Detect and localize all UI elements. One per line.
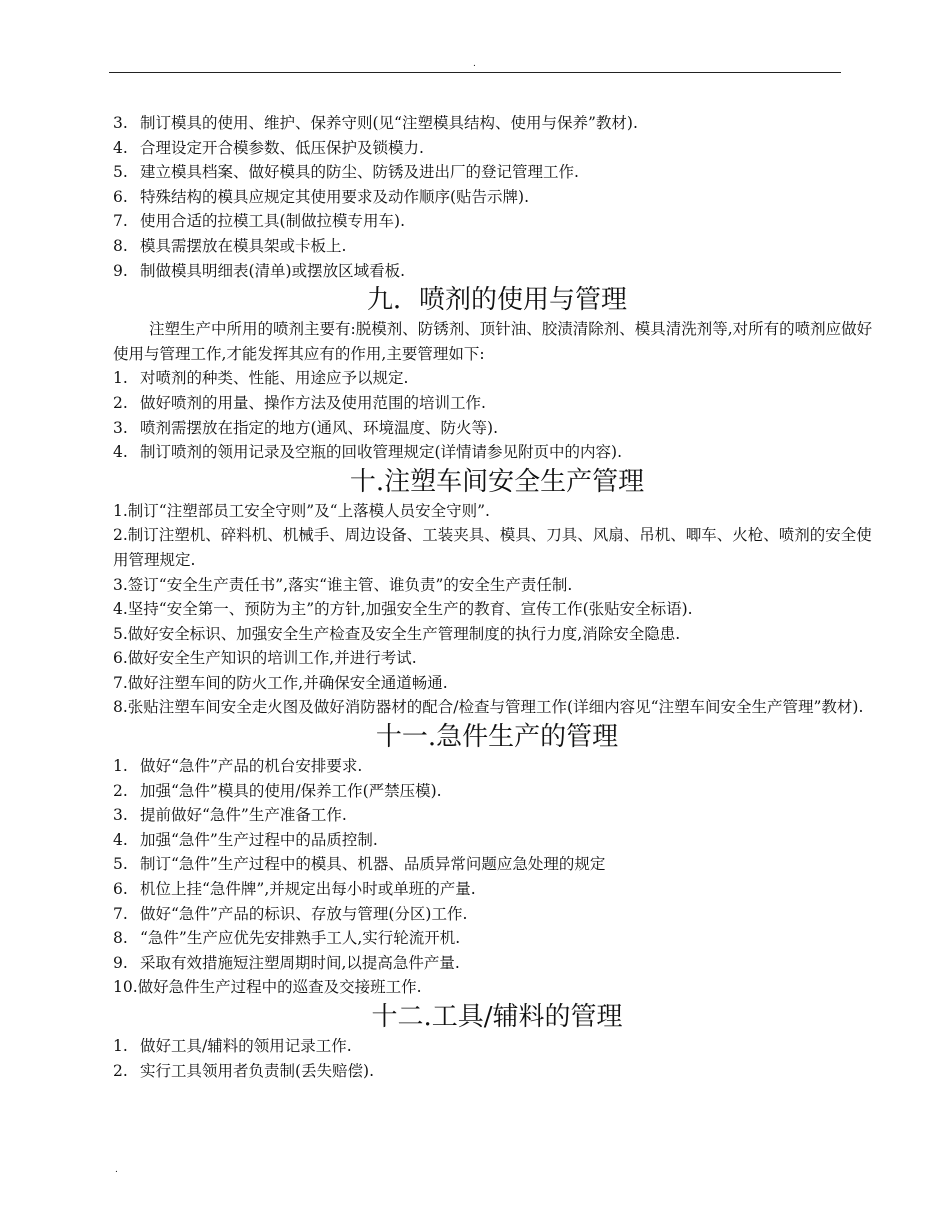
list-item: 8.张贴注塑车间安全走火图及做好消防器材的配合/检查与管理工作(详细内容见“注塑车间安全生产管理”教材). <box>113 698 864 717</box>
list-item: 6.做好安全生产知识的培训工作,并进行考试. <box>113 649 417 668</box>
list-item: 2. 加强“急件”模具的使用/保养工作(严禁压模). <box>113 781 442 800</box>
list-item: 7.做好注塑车间的防火工作,并确保安全通道畅通. <box>113 673 448 692</box>
list-item: 3. 制订模具的使用、维护、保养守则(见“注塑模具结构、使用与保养”教材). <box>113 114 638 132</box>
list-item: 6. 机位上挂“急件牌”,并规定出每小时或单班的产量. <box>113 880 476 899</box>
list-item: 5. 建立模具档案、做好模具的防尘、防锈及进出厂的登记管理工作. <box>113 163 579 182</box>
list-item: 3.签订“安全生产责任书”,落实“谁主管、谁负责”的安全生产责任制. <box>113 575 573 594</box>
header-rule <box>109 72 841 73</box>
list-item: 8. 模具需摆放在模具架或卡板上. <box>113 236 347 255</box>
list-item: 2. 实行工具领用者负责制(丢失赔偿). <box>113 1061 375 1080</box>
list-item: 4. 制订喷剂的领用记录及空瓶的回收管理规定(详情请参见附页中的内容). <box>113 443 623 462</box>
list-item: 5.做好安全标识、加强安全生产检查及安全生产管理制度的执行力度,消除安全隐患. <box>113 624 681 643</box>
list-item: 4.坚持“安全第一、预防为主”的方针,加强安全生产的教育、宣传工作(张贴安全标语). <box>113 600 693 619</box>
section-mold-management <box>113 111 881 283</box>
list-item: 3. 喷剂需摆放在指定的地方(通风、环境温度、防火等). <box>113 418 499 437</box>
list-item: 10.做好急件生产过程中的巡查及交接班工作. <box>113 978 422 997</box>
header-dot: . <box>473 59 476 69</box>
list-item: 1. 对喷剂的种类、性能、用途应予以规定. <box>113 369 409 388</box>
footer-dot: . <box>115 1165 118 1175</box>
section-intro: 注塑生产中所用的喷剂主要有:脱模剂、防锈剂、顶针油、胶渍清除剂、模具清洗剂等,对所有的喷剂应做好使用与管理工作,才能发挥其应有的作用,主要管理如下: <box>113 320 873 363</box>
list-item: 7. 使用合适的拉模工具(制做拉模专用车). <box>113 212 406 231</box>
list-item: 9. 制做模具明细表(清单)或摆放区域看板. <box>113 261 406 280</box>
list-item: 7. 做好“急件”产品的标识、存放与管理(分区)工作. <box>113 904 468 923</box>
list-item: 1.制订“注塑部员工安全守则”及“上落模人员安全守则”. <box>113 501 490 520</box>
list-item: 4. 加强“急件”生产过程中的品质控制. <box>113 830 378 849</box>
section-heading-tools: 十二.工具/辅料的管理 <box>371 1002 623 1032</box>
list-item: 2. 做好喷剂的用量、操作方法及使用范围的培训工作. <box>113 393 486 412</box>
list-item: 9. 采取有效措施短注塑周期时间,以提高急件产量. <box>113 953 460 972</box>
list-item: 6. 特殊结构的模具应规定其使用要求及动作顺序(贴告示牌). <box>113 187 530 206</box>
list-item: 3. 提前做好“急件”生产准备工作. <box>113 806 347 825</box>
list-item: 5. 制订“急件”生产过程中的模具、机器、品质异常问题应急处理的规定 <box>113 855 606 874</box>
section-heading-urgent: 十一.急件生产的管理 <box>375 722 619 753</box>
list-item: 1. 做好工具/辅料的领用记录工作. <box>113 1037 352 1055</box>
list-item: 2.制订注塑机、碎料机、机械手、周边设备、工装夹具、模具、刀具、风扇、吊机、唧车、火枪、喷剂的安全使用管理规定. <box>113 526 872 569</box>
list-item: 4. 合理设定开合模参数、低压保护及锁模力. <box>113 138 424 157</box>
document-body <box>113 111 881 1083</box>
list-item: 8. “急件”生产应优先安排熟手工人,实行轮流开机. <box>113 929 461 948</box>
section-heading-spray: 九．喷剂的使用与管理 <box>366 285 627 316</box>
list-item: 1. 做好“急件”产品的机台安排要求. <box>113 757 363 776</box>
section-heading-safety: 十.注塑车间安全生产管理 <box>349 466 645 497</box>
